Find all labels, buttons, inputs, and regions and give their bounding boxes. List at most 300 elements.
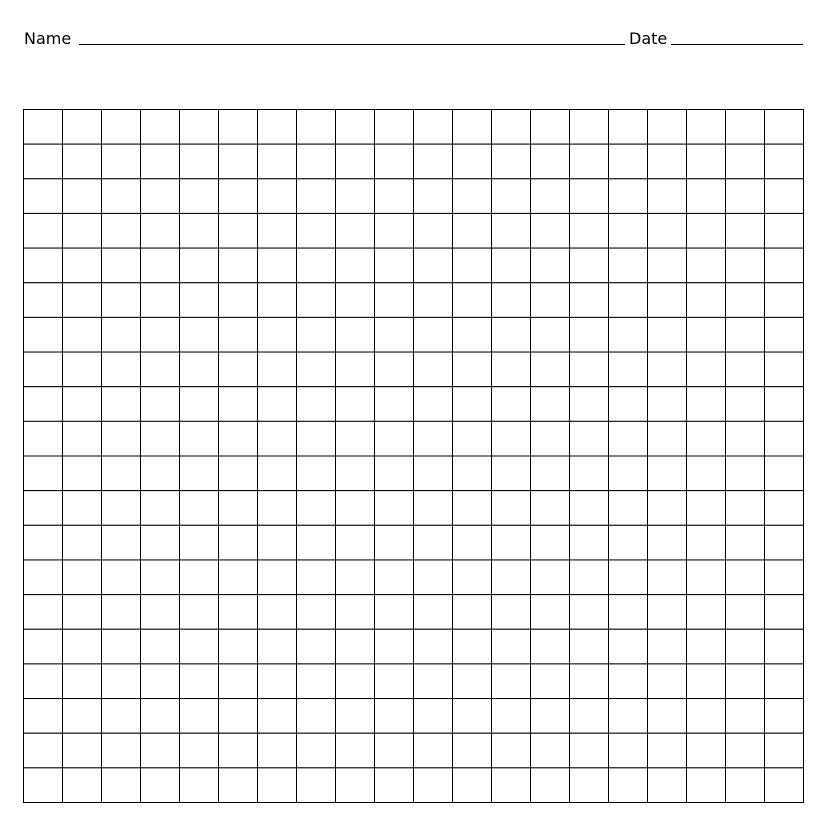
grid-cell[interactable]: [531, 317, 570, 352]
grid-cell[interactable]: [297, 595, 336, 630]
grid-cell[interactable]: [492, 317, 531, 352]
grid-cell[interactable]: [141, 699, 180, 734]
grid-cell[interactable]: [102, 733, 141, 768]
grid-cell[interactable]: [687, 595, 726, 630]
grid-cell[interactable]: [375, 352, 414, 387]
grid-cell[interactable]: [24, 213, 63, 248]
grid-cell[interactable]: [297, 352, 336, 387]
grid-cell[interactable]: [24, 629, 63, 664]
grid-cell[interactable]: [180, 595, 219, 630]
grid-cell[interactable]: [726, 733, 765, 768]
grid-cell[interactable]: [648, 352, 687, 387]
grid-cell[interactable]: [336, 560, 375, 595]
grid-cell[interactable]: [648, 560, 687, 595]
grid-cell[interactable]: [63, 213, 102, 248]
grid-cell[interactable]: [141, 560, 180, 595]
grid-cell[interactable]: [765, 733, 804, 768]
grid-cell[interactable]: [102, 595, 141, 630]
grid-cell[interactable]: [297, 699, 336, 734]
grid-cell[interactable]: [24, 699, 63, 734]
grid-cell[interactable]: [258, 456, 297, 491]
grid-cell[interactable]: [609, 525, 648, 560]
grid-cell[interactable]: [336, 352, 375, 387]
grid-cell[interactable]: [570, 525, 609, 560]
grid-cell[interactable]: [531, 110, 570, 145]
grid-cell[interactable]: [765, 317, 804, 352]
grid-cell[interactable]: [726, 179, 765, 214]
grid-cell[interactable]: [492, 110, 531, 145]
grid-cell[interactable]: [180, 560, 219, 595]
grid-cell[interactable]: [414, 560, 453, 595]
grid-cell[interactable]: [492, 560, 531, 595]
grid-cell[interactable]: [687, 491, 726, 526]
grid-cell[interactable]: [63, 768, 102, 803]
grid-cell[interactable]: [414, 699, 453, 734]
grid-cell[interactable]: [687, 283, 726, 318]
grid-cell[interactable]: [24, 317, 63, 352]
grid-cell[interactable]: [258, 699, 297, 734]
grid-cell[interactable]: [375, 421, 414, 456]
grid-cell[interactable]: [726, 248, 765, 283]
grid-cell[interactable]: [375, 664, 414, 699]
grid-cell[interactable]: [63, 421, 102, 456]
grid-cell[interactable]: [609, 733, 648, 768]
grid-cell[interactable]: [24, 352, 63, 387]
grid-cell[interactable]: [63, 491, 102, 526]
grid-cell[interactable]: [687, 352, 726, 387]
grid-cell[interactable]: [414, 352, 453, 387]
grid-cell[interactable]: [570, 456, 609, 491]
grid-cell[interactable]: [258, 179, 297, 214]
grid-cell[interactable]: [102, 699, 141, 734]
grid-cell[interactable]: [375, 560, 414, 595]
grid-cell[interactable]: [258, 248, 297, 283]
grid-cell[interactable]: [765, 456, 804, 491]
grid-cell[interactable]: [297, 248, 336, 283]
grid-cell[interactable]: [414, 144, 453, 179]
grid-cell[interactable]: [570, 699, 609, 734]
grid-cell[interactable]: [726, 456, 765, 491]
grid-cell[interactable]: [219, 144, 258, 179]
grid-cell[interactable]: [63, 560, 102, 595]
grid-cell[interactable]: [102, 629, 141, 664]
grid-cell[interactable]: [687, 110, 726, 145]
grid-cell[interactable]: [726, 699, 765, 734]
grid-cell[interactable]: [336, 421, 375, 456]
grid-cell[interactable]: [375, 179, 414, 214]
grid-cell[interactable]: [141, 491, 180, 526]
grid-cell[interactable]: [492, 456, 531, 491]
grid-cell[interactable]: [258, 387, 297, 422]
grid-cell[interactable]: [24, 560, 63, 595]
grid-cell[interactable]: [24, 491, 63, 526]
grid-cell[interactable]: [453, 595, 492, 630]
grid-cell[interactable]: [141, 352, 180, 387]
grid-cell[interactable]: [375, 733, 414, 768]
grid-cell[interactable]: [297, 664, 336, 699]
grid-cell[interactable]: [297, 213, 336, 248]
date-entry-line[interactable]: [671, 44, 803, 45]
grid-cell[interactable]: [531, 387, 570, 422]
grid-cell[interactable]: [492, 664, 531, 699]
grid-cell[interactable]: [258, 768, 297, 803]
grid-cell[interactable]: [492, 525, 531, 560]
grid-cell[interactable]: [141, 456, 180, 491]
grid-cell[interactable]: [141, 317, 180, 352]
grid-cell[interactable]: [375, 248, 414, 283]
grid-cell[interactable]: [219, 768, 258, 803]
grid-cell[interactable]: [219, 421, 258, 456]
grid-cell[interactable]: [648, 733, 687, 768]
grid-cell[interactable]: [141, 179, 180, 214]
grid-cell[interactable]: [570, 664, 609, 699]
grid-cell[interactable]: [375, 317, 414, 352]
grid-cell[interactable]: [609, 664, 648, 699]
grid-cell[interactable]: [414, 629, 453, 664]
grid-cell[interactable]: [141, 629, 180, 664]
grid-cell[interactable]: [531, 525, 570, 560]
grid-cell[interactable]: [102, 768, 141, 803]
grid-cell[interactable]: [24, 733, 63, 768]
grid-cell[interactable]: [453, 387, 492, 422]
grid-cell[interactable]: [765, 664, 804, 699]
grid-cell[interactable]: [102, 110, 141, 145]
grid-cell[interactable]: [570, 248, 609, 283]
grid-cell[interactable]: [180, 213, 219, 248]
grid-cell[interactable]: [63, 595, 102, 630]
grid-cell[interactable]: [141, 525, 180, 560]
grid-cell[interactable]: [102, 525, 141, 560]
grid-cell[interactable]: [648, 595, 687, 630]
grid-cell[interactable]: [63, 144, 102, 179]
grid-cell[interactable]: [531, 664, 570, 699]
grid-cell[interactable]: [609, 248, 648, 283]
grid-cell[interactable]: [726, 421, 765, 456]
grid-cell[interactable]: [141, 421, 180, 456]
grid-cell[interactable]: [297, 733, 336, 768]
grid-cell[interactable]: [765, 248, 804, 283]
grid-cell[interactable]: [531, 213, 570, 248]
grid-cell[interactable]: [63, 387, 102, 422]
grid-cell[interactable]: [648, 248, 687, 283]
grid-cell[interactable]: [648, 491, 687, 526]
grid-cell[interactable]: [453, 248, 492, 283]
grid-cell[interactable]: [336, 664, 375, 699]
grid-cell[interactable]: [219, 283, 258, 318]
grid-cell[interactable]: [531, 699, 570, 734]
grid-cell[interactable]: [141, 110, 180, 145]
grid-cell[interactable]: [531, 352, 570, 387]
grid-cell[interactable]: [336, 248, 375, 283]
grid-cell[interactable]: [453, 491, 492, 526]
grid-cell[interactable]: [648, 768, 687, 803]
grid-cell[interactable]: [63, 699, 102, 734]
grid-cell[interactable]: [219, 456, 258, 491]
grid-cell[interactable]: [453, 664, 492, 699]
grid-cell[interactable]: [63, 525, 102, 560]
grid-cell[interactable]: [141, 213, 180, 248]
grid-cell[interactable]: [24, 664, 63, 699]
grid-cell[interactable]: [375, 283, 414, 318]
grid-cell[interactable]: [609, 629, 648, 664]
grid-cell[interactable]: [648, 179, 687, 214]
grid-cell[interactable]: [492, 768, 531, 803]
grid-cell[interactable]: [648, 110, 687, 145]
grid-cell[interactable]: [648, 213, 687, 248]
grid-cell[interactable]: [570, 352, 609, 387]
grid-cell[interactable]: [531, 179, 570, 214]
grid-cell[interactable]: [570, 144, 609, 179]
grid-cell[interactable]: [570, 387, 609, 422]
grid-cell[interactable]: [375, 595, 414, 630]
grid-cell[interactable]: [687, 456, 726, 491]
grid-cell[interactable]: [648, 525, 687, 560]
grid-cell[interactable]: [726, 664, 765, 699]
grid-cell[interactable]: [375, 629, 414, 664]
grid-cell[interactable]: [726, 595, 765, 630]
grid-cell[interactable]: [414, 110, 453, 145]
grid-cell[interactable]: [63, 352, 102, 387]
grid-cell[interactable]: [492, 144, 531, 179]
grid-cell[interactable]: [492, 699, 531, 734]
grid-cell[interactable]: [180, 283, 219, 318]
grid-cell[interactable]: [687, 664, 726, 699]
grid-cell[interactable]: [609, 317, 648, 352]
grid-cell[interactable]: [258, 352, 297, 387]
grid-cell[interactable]: [24, 525, 63, 560]
grid-cell[interactable]: [141, 144, 180, 179]
grid-cell[interactable]: [687, 421, 726, 456]
grid-cell[interactable]: [336, 456, 375, 491]
grid-cell[interactable]: [609, 283, 648, 318]
grid-cell[interactable]: [648, 629, 687, 664]
grid-cell[interactable]: [609, 456, 648, 491]
grid-cell[interactable]: [765, 387, 804, 422]
grid-cell[interactable]: [336, 525, 375, 560]
grid-cell[interactable]: [570, 733, 609, 768]
grid-cell[interactable]: [297, 179, 336, 214]
grid-cell[interactable]: [63, 179, 102, 214]
grid-cell[interactable]: [258, 733, 297, 768]
grid-cell[interactable]: [609, 144, 648, 179]
grid-cell[interactable]: [570, 629, 609, 664]
grid-cell[interactable]: [687, 629, 726, 664]
grid-cell[interactable]: [453, 525, 492, 560]
grid-cell[interactable]: [180, 456, 219, 491]
grid-cell[interactable]: [453, 699, 492, 734]
grid-cell[interactable]: [258, 110, 297, 145]
grid-cell[interactable]: [570, 213, 609, 248]
grid-cell[interactable]: [609, 768, 648, 803]
grid-cell[interactable]: [531, 456, 570, 491]
grid-cell[interactable]: [570, 768, 609, 803]
grid-cell[interactable]: [531, 768, 570, 803]
grid-cell[interactable]: [726, 352, 765, 387]
grid-cell[interactable]: [219, 179, 258, 214]
grid-cell[interactable]: [726, 768, 765, 803]
grid-cell[interactable]: [63, 248, 102, 283]
grid-cell[interactable]: [24, 110, 63, 145]
grid-cell[interactable]: [219, 110, 258, 145]
grid-cell[interactable]: [531, 629, 570, 664]
grid-cell[interactable]: [297, 491, 336, 526]
grid-cell[interactable]: [336, 491, 375, 526]
grid-cell[interactable]: [258, 144, 297, 179]
grid-cell[interactable]: [570, 317, 609, 352]
grid-cell[interactable]: [492, 283, 531, 318]
grid-cell[interactable]: [258, 213, 297, 248]
grid-cell[interactable]: [141, 733, 180, 768]
grid-cell[interactable]: [570, 283, 609, 318]
grid-cell[interactable]: [375, 768, 414, 803]
name-entry-line[interactable]: [79, 44, 625, 45]
grid-cell[interactable]: [336, 699, 375, 734]
grid-cell[interactable]: [492, 387, 531, 422]
grid-cell[interactable]: [492, 352, 531, 387]
grid-cell[interactable]: [492, 421, 531, 456]
grid-cell[interactable]: [102, 179, 141, 214]
grid-cell[interactable]: [180, 733, 219, 768]
grid-cell[interactable]: [570, 560, 609, 595]
grid-cell[interactable]: [570, 421, 609, 456]
grid-cell[interactable]: [726, 283, 765, 318]
grid-cell[interactable]: [765, 491, 804, 526]
grid-cell[interactable]: [765, 179, 804, 214]
grid-cell[interactable]: [453, 144, 492, 179]
grid-cell[interactable]: [219, 525, 258, 560]
grid-cell[interactable]: [648, 317, 687, 352]
grid-cell[interactable]: [453, 283, 492, 318]
grid-cell[interactable]: [609, 110, 648, 145]
grid-cell[interactable]: [453, 317, 492, 352]
grid-cell[interactable]: [414, 768, 453, 803]
grid-cell[interactable]: [492, 491, 531, 526]
grid-cell[interactable]: [24, 179, 63, 214]
grid-cell[interactable]: [297, 768, 336, 803]
grid-cell[interactable]: [531, 421, 570, 456]
grid-cell[interactable]: [453, 352, 492, 387]
grid-cell[interactable]: [24, 456, 63, 491]
grid-cell[interactable]: [219, 317, 258, 352]
grid-cell[interactable]: [687, 699, 726, 734]
grid-cell[interactable]: [492, 179, 531, 214]
grid-cell[interactable]: [102, 248, 141, 283]
grid-cell[interactable]: [726, 387, 765, 422]
grid-cell[interactable]: [258, 664, 297, 699]
grid-cell[interactable]: [24, 421, 63, 456]
grid-cell[interactable]: [492, 733, 531, 768]
grid-cell[interactable]: [687, 144, 726, 179]
grid-cell[interactable]: [414, 525, 453, 560]
grid-cell[interactable]: [687, 213, 726, 248]
grid-cell[interactable]: [219, 664, 258, 699]
grid-cell[interactable]: [336, 733, 375, 768]
grid-cell[interactable]: [219, 560, 258, 595]
grid-cell[interactable]: [414, 248, 453, 283]
grid-cell[interactable]: [726, 317, 765, 352]
grid-cell[interactable]: [219, 248, 258, 283]
grid-cell[interactable]: [453, 733, 492, 768]
grid-cell[interactable]: [609, 595, 648, 630]
grid-cell[interactable]: [180, 110, 219, 145]
grid-cell[interactable]: [219, 629, 258, 664]
grid-cell[interactable]: [297, 525, 336, 560]
grid-cell[interactable]: [63, 733, 102, 768]
grid-cell[interactable]: [336, 768, 375, 803]
grid-cell[interactable]: [297, 387, 336, 422]
grid-cell[interactable]: [336, 213, 375, 248]
grid-cell[interactable]: [180, 768, 219, 803]
grid-cell[interactable]: [219, 491, 258, 526]
grid-cell[interactable]: [414, 664, 453, 699]
grid-cell[interactable]: [102, 664, 141, 699]
grid-cell[interactable]: [414, 421, 453, 456]
grid-cell[interactable]: [414, 456, 453, 491]
grid-cell[interactable]: [570, 110, 609, 145]
grid-cell[interactable]: [336, 179, 375, 214]
grid-cell[interactable]: [102, 317, 141, 352]
grid-cell[interactable]: [414, 733, 453, 768]
grid-cell[interactable]: [453, 421, 492, 456]
grid-cell[interactable]: [180, 352, 219, 387]
grid-cell[interactable]: [687, 560, 726, 595]
grid-cell[interactable]: [765, 110, 804, 145]
grid-cell[interactable]: [24, 283, 63, 318]
grid-cell[interactable]: [726, 491, 765, 526]
grid-cell[interactable]: [453, 213, 492, 248]
grid-cell[interactable]: [648, 699, 687, 734]
grid-cell[interactable]: [336, 283, 375, 318]
grid-cell[interactable]: [63, 456, 102, 491]
grid-cell[interactable]: [24, 595, 63, 630]
grid-cell[interactable]: [609, 421, 648, 456]
grid-cell[interactable]: [609, 213, 648, 248]
grid-cell[interactable]: [297, 560, 336, 595]
grid-cell[interactable]: [180, 317, 219, 352]
grid-cell[interactable]: [102, 421, 141, 456]
grid-cell[interactable]: [492, 213, 531, 248]
grid-cell[interactable]: [609, 352, 648, 387]
grid-cell[interactable]: [687, 768, 726, 803]
grid-cell[interactable]: [219, 595, 258, 630]
grid-cell[interactable]: [765, 699, 804, 734]
grid-cell[interactable]: [765, 629, 804, 664]
grid-cell[interactable]: [414, 595, 453, 630]
grid-cell[interactable]: [531, 595, 570, 630]
grid-cell[interactable]: [492, 248, 531, 283]
grid-cell[interactable]: [336, 387, 375, 422]
grid-cell[interactable]: [531, 144, 570, 179]
grid-cell[interactable]: [765, 421, 804, 456]
grid-cell[interactable]: [609, 387, 648, 422]
grid-cell[interactable]: [609, 491, 648, 526]
grid-cell[interactable]: [765, 352, 804, 387]
grid-cell[interactable]: [453, 768, 492, 803]
grid-cell[interactable]: [258, 317, 297, 352]
grid-cell[interactable]: [648, 283, 687, 318]
grid-cell[interactable]: [24, 768, 63, 803]
grid-cell[interactable]: [297, 283, 336, 318]
grid-cell[interactable]: [24, 387, 63, 422]
grid-cell[interactable]: [336, 595, 375, 630]
grid-cell[interactable]: [180, 525, 219, 560]
grid-cell[interactable]: [336, 317, 375, 352]
grid-cell[interactable]: [375, 491, 414, 526]
grid-cell[interactable]: [531, 283, 570, 318]
grid-cell[interactable]: [726, 110, 765, 145]
grid-cell[interactable]: [141, 387, 180, 422]
grid-cell[interactable]: [648, 456, 687, 491]
